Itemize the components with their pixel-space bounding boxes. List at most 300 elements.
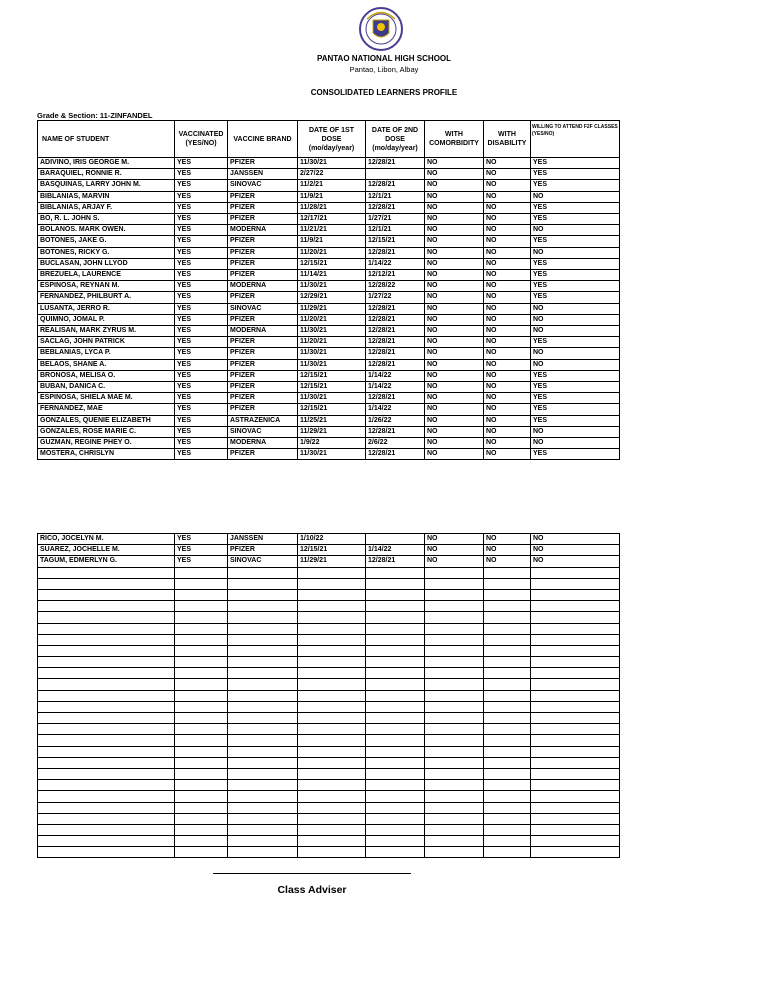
cell-name: QUIMNO, JOMAL P.	[38, 314, 175, 325]
cell-brand: PFIZER	[228, 337, 298, 348]
table-row	[38, 724, 620, 735]
cell-disability: NO	[484, 370, 531, 381]
cell-brand: PFIZER	[228, 236, 298, 247]
cell-brand	[228, 623, 298, 634]
cell-dose2	[366, 713, 425, 724]
cell-dose1: 11/30/21	[298, 449, 366, 460]
table-row	[38, 191, 620, 202]
cell-name	[38, 657, 175, 668]
cell-brand: PFIZER	[228, 370, 298, 381]
table-row	[38, 634, 620, 645]
cell-dose2	[366, 589, 425, 600]
cell-brand	[228, 690, 298, 701]
table-row	[38, 415, 620, 426]
cell-dose1	[298, 589, 366, 600]
cell-f2f	[531, 634, 620, 645]
cell-disability	[484, 690, 531, 701]
table-row	[38, 780, 620, 791]
grade-section: Grade & Section: 11-ZINFANDEL	[37, 111, 153, 120]
cell-dose2: 12/28/21	[366, 337, 425, 348]
cell-dose2: 1/14/22	[366, 370, 425, 381]
cell-dose1	[298, 802, 366, 813]
learners-table-continued-body	[38, 534, 620, 858]
cell-disability: NO	[484, 281, 531, 292]
cell-disability: NO	[484, 214, 531, 225]
col-header-dose1: DATE OF 1ST DOSE (mo/day/year)	[298, 121, 366, 158]
cell-dose2: 12/12/21	[366, 270, 425, 281]
cell-comorbidity: NO	[425, 370, 484, 381]
signature-line	[213, 873, 411, 874]
cell-f2f	[531, 791, 620, 802]
cell-brand	[228, 657, 298, 668]
cell-dose2	[366, 657, 425, 668]
cell-vaccinated	[175, 802, 228, 813]
cell-vaccinated	[175, 813, 228, 824]
cell-vaccinated	[175, 645, 228, 656]
cell-disability	[484, 768, 531, 779]
cell-dose1: 11/25/21	[298, 415, 366, 426]
table-row	[38, 735, 620, 746]
cell-vaccinated	[175, 836, 228, 847]
cell-comorbidity: NO	[425, 545, 484, 556]
cell-brand	[228, 589, 298, 600]
table-row	[38, 270, 620, 281]
cell-dose1: 11/20/21	[298, 337, 366, 348]
cell-comorbidity	[425, 623, 484, 634]
cell-name	[38, 724, 175, 735]
cell-disability	[484, 713, 531, 724]
cell-f2f: NO	[531, 556, 620, 567]
cell-disability: NO	[484, 303, 531, 314]
cell-dose2: 12/28/21	[366, 556, 425, 567]
cell-brand: PFIZER	[228, 314, 298, 325]
cell-vaccinated: YES	[175, 370, 228, 381]
table-row	[38, 258, 620, 269]
cell-vaccinated	[175, 612, 228, 623]
cell-name: BEBLANIAS, LYCA P.	[38, 348, 175, 359]
cell-dose1: 1/9/22	[298, 438, 366, 449]
school-address: Pantao, Libon, Albay	[349, 65, 419, 74]
cell-dose1	[298, 746, 366, 757]
table-row	[38, 679, 620, 690]
cell-comorbidity: NO	[425, 281, 484, 292]
cell-name	[38, 757, 175, 768]
cell-brand	[228, 645, 298, 656]
table-row	[38, 824, 620, 835]
cell-name	[38, 701, 175, 712]
cell-dose2	[366, 169, 425, 180]
table-row	[38, 359, 620, 370]
cell-vaccinated: YES	[175, 214, 228, 225]
cell-brand: PFIZER	[228, 393, 298, 404]
cell-f2f	[531, 578, 620, 589]
cell-disability: NO	[484, 202, 531, 213]
cell-name	[38, 690, 175, 701]
cell-dose2	[366, 690, 425, 701]
cell-dose2	[366, 601, 425, 612]
cell-disability	[484, 567, 531, 578]
col-header-dose2: DATE OF 2ND DOSE (mo/day/year)	[366, 121, 425, 158]
cell-vaccinated: YES	[175, 225, 228, 236]
cell-name: MOSTERA, CHRISLYN	[38, 449, 175, 460]
cell-dose1: 12/15/21	[298, 258, 366, 269]
table-row	[38, 370, 620, 381]
cell-comorbidity: NO	[425, 438, 484, 449]
cell-dose1	[298, 780, 366, 791]
cell-disability	[484, 724, 531, 735]
cell-dose1: 1/10/22	[298, 534, 366, 545]
cell-vaccinated	[175, 668, 228, 679]
cell-dose2	[366, 824, 425, 835]
cell-disability: NO	[484, 225, 531, 236]
cell-name: RICO, JOCELYN M.	[38, 534, 175, 545]
cell-dose1: 11/29/21	[298, 556, 366, 567]
cell-dose1	[298, 601, 366, 612]
learners-table-body	[38, 158, 620, 460]
cell-disability: NO	[484, 326, 531, 337]
cell-vaccinated: YES	[175, 270, 228, 281]
cell-name: BIBLANIAS, ARJAY F.	[38, 202, 175, 213]
cell-name: BUCLASAN, JOHN LLYOD	[38, 258, 175, 269]
cell-comorbidity: NO	[425, 382, 484, 393]
cell-brand	[228, 824, 298, 835]
col-header-disability: WITH DISABILITY	[484, 121, 531, 158]
cell-comorbidity: NO	[425, 449, 484, 460]
cell-dose2	[366, 802, 425, 813]
cell-name: TAGUM, EDMERLYN G.	[38, 556, 175, 567]
cell-vaccinated: YES	[175, 258, 228, 269]
cell-f2f: YES	[531, 382, 620, 393]
cell-f2f: YES	[531, 292, 620, 303]
cell-disability: NO	[484, 545, 531, 556]
cell-vaccinated: YES	[175, 556, 228, 567]
cell-vaccinated	[175, 679, 228, 690]
cell-name: SUAREZ, JOCHELLE M.	[38, 545, 175, 556]
cell-vaccinated: YES	[175, 236, 228, 247]
cell-dose1	[298, 612, 366, 623]
col-header-brand: VACCINE BRAND	[228, 121, 298, 158]
table-row	[38, 303, 620, 314]
table-row	[38, 225, 620, 236]
cell-brand	[228, 679, 298, 690]
cell-disability	[484, 824, 531, 835]
cell-disability: NO	[484, 292, 531, 303]
cell-comorbidity: NO	[425, 292, 484, 303]
table-row	[38, 348, 620, 359]
cell-f2f: YES	[531, 370, 620, 381]
table-row	[38, 214, 620, 225]
cell-disability: NO	[484, 359, 531, 370]
cell-dose1	[298, 679, 366, 690]
cell-f2f	[531, 612, 620, 623]
cell-name: BO, R. L. JOHN S.	[38, 214, 175, 225]
cell-dose2	[366, 634, 425, 645]
cell-dose2	[366, 645, 425, 656]
cell-brand	[228, 791, 298, 802]
cell-dose1	[298, 824, 366, 835]
cell-f2f: YES	[531, 415, 620, 426]
cell-comorbidity	[425, 735, 484, 746]
cell-f2f: NO	[531, 247, 620, 258]
cell-disability: NO	[484, 415, 531, 426]
cell-vaccinated	[175, 567, 228, 578]
cell-brand: PFIZER	[228, 214, 298, 225]
cell-f2f: YES	[531, 158, 620, 169]
cell-name	[38, 634, 175, 645]
cell-name: BIBLANIAS, MARVIN	[38, 191, 175, 202]
cell-comorbidity	[425, 612, 484, 623]
cell-dose1: 12/15/21	[298, 370, 366, 381]
cell-f2f: YES	[531, 169, 620, 180]
cell-dose1	[298, 735, 366, 746]
cell-comorbidity	[425, 824, 484, 835]
cell-vaccinated	[175, 824, 228, 835]
learners-table	[37, 120, 620, 460]
cell-dose1: 11/30/21	[298, 326, 366, 337]
cell-dose1	[298, 567, 366, 578]
cell-name	[38, 567, 175, 578]
cell-comorbidity: NO	[425, 158, 484, 169]
cell-f2f: NO	[531, 534, 620, 545]
table-row	[38, 337, 620, 348]
col-header-f2f: WILLING TO ATTEND F2F CLASSES (YES/NO)	[531, 121, 620, 158]
cell-dose2: 12/28/21	[366, 393, 425, 404]
school-name: PANTAO NATIONAL HIGH SCHOOL	[316, 54, 452, 63]
cell-f2f: NO	[531, 303, 620, 314]
cell-disability: NO	[484, 314, 531, 325]
cell-vaccinated: YES	[175, 449, 228, 460]
cell-comorbidity	[425, 668, 484, 679]
cell-disability	[484, 780, 531, 791]
cell-vaccinated	[175, 623, 228, 634]
cell-name: BOLANOS. MARK OWEN.	[38, 225, 175, 236]
cell-dose2: 12/28/21	[366, 426, 425, 437]
cell-disability	[484, 657, 531, 668]
cell-dose2: 12/28/21	[366, 314, 425, 325]
cell-name: BARAQUIEL, RONNIE R.	[38, 169, 175, 180]
cell-disability: NO	[484, 534, 531, 545]
cell-vaccinated: YES	[175, 348, 228, 359]
cell-comorbidity	[425, 791, 484, 802]
table-row	[38, 802, 620, 813]
cell-brand	[228, 567, 298, 578]
cell-f2f: YES	[531, 236, 620, 247]
cell-f2f	[531, 824, 620, 835]
cell-brand: ASTRAZENICA	[228, 415, 298, 426]
table-row	[38, 836, 620, 847]
table-row	[38, 791, 620, 802]
cell-name: BREZUELA, LAURENCE	[38, 270, 175, 281]
cell-comorbidity: NO	[425, 191, 484, 202]
cell-f2f	[531, 701, 620, 712]
cell-brand: PFIZER	[228, 247, 298, 258]
cell-vaccinated: YES	[175, 337, 228, 348]
cell-dose2: 12/28/21	[366, 202, 425, 213]
cell-f2f: NO	[531, 438, 620, 449]
cell-brand: MODERNA	[228, 438, 298, 449]
cell-f2f: YES	[531, 202, 620, 213]
cell-disability	[484, 578, 531, 589]
cell-dose1: 11/30/21	[298, 348, 366, 359]
cell-dose2	[366, 735, 425, 746]
cell-comorbidity: NO	[425, 202, 484, 213]
table-row	[38, 449, 620, 460]
table-row	[38, 690, 620, 701]
cell-brand	[228, 668, 298, 679]
cell-name	[38, 836, 175, 847]
cell-f2f	[531, 668, 620, 679]
cell-disability	[484, 701, 531, 712]
cell-dose2	[366, 612, 425, 623]
cell-f2f	[531, 780, 620, 791]
cell-comorbidity	[425, 724, 484, 735]
cell-f2f	[531, 746, 620, 757]
cell-comorbidity	[425, 645, 484, 656]
cell-dose2	[366, 746, 425, 757]
cell-f2f	[531, 601, 620, 612]
cell-disability	[484, 757, 531, 768]
cell-dose2: 1/14/22	[366, 545, 425, 556]
cell-disability	[484, 612, 531, 623]
cell-f2f	[531, 713, 620, 724]
cell-vaccinated: YES	[175, 180, 228, 191]
cell-dose2	[366, 534, 425, 545]
cell-name: BOTONES, JAKE G.	[38, 236, 175, 247]
cell-dose1: 12/15/21	[298, 382, 366, 393]
cell-disability: NO	[484, 180, 531, 191]
table-row	[38, 236, 620, 247]
cell-comorbidity: NO	[425, 270, 484, 281]
cell-brand: PFIZER	[228, 258, 298, 269]
cell-comorbidity: NO	[425, 556, 484, 567]
cell-dose2	[366, 701, 425, 712]
cell-f2f	[531, 836, 620, 847]
cell-brand: PFIZER	[228, 449, 298, 460]
cell-disability: NO	[484, 270, 531, 281]
cell-name: GONZALES, QUENIE ELIZABETH	[38, 415, 175, 426]
table-row	[38, 438, 620, 449]
cell-dose2	[366, 780, 425, 791]
cell-brand	[228, 836, 298, 847]
cell-dose2	[366, 623, 425, 634]
cell-name: BUBAN, DANICA C.	[38, 382, 175, 393]
cell-brand	[228, 634, 298, 645]
table-row	[38, 847, 620, 858]
cell-vaccinated	[175, 690, 228, 701]
cell-brand	[228, 701, 298, 712]
table-row	[38, 657, 620, 668]
cell-disability: NO	[484, 169, 531, 180]
cell-comorbidity	[425, 657, 484, 668]
cell-comorbidity	[425, 780, 484, 791]
cell-f2f: NO	[531, 545, 620, 556]
cell-f2f	[531, 679, 620, 690]
cell-dose2: 12/15/21	[366, 236, 425, 247]
cell-brand: JANSSEN	[228, 169, 298, 180]
cell-comorbidity	[425, 768, 484, 779]
cell-brand: SINOVAC	[228, 556, 298, 567]
cell-name: LUSANTA, JERRO R.	[38, 303, 175, 314]
cell-f2f: NO	[531, 225, 620, 236]
cell-comorbidity	[425, 690, 484, 701]
table-row	[38, 757, 620, 768]
cell-dose1	[298, 623, 366, 634]
cell-name: BELAOS, SHANE A.	[38, 359, 175, 370]
cell-brand: PFIZER	[228, 382, 298, 393]
cell-f2f: YES	[531, 270, 620, 281]
cell-name	[38, 679, 175, 690]
cell-dose2: 12/28/21	[366, 247, 425, 258]
cell-name	[38, 824, 175, 835]
table-row	[38, 601, 620, 612]
cell-disability: NO	[484, 556, 531, 567]
cell-disability	[484, 735, 531, 746]
cell-comorbidity	[425, 679, 484, 690]
cell-disability: NO	[484, 426, 531, 437]
cell-brand: MODERNA	[228, 281, 298, 292]
cell-dose1: 11/29/21	[298, 303, 366, 314]
table-row	[38, 326, 620, 337]
cell-dose1: 11/14/21	[298, 270, 366, 281]
cell-vaccinated: YES	[175, 281, 228, 292]
table-row	[38, 768, 620, 779]
cell-dose2	[366, 757, 425, 768]
cell-name: BOTONES, RICKY G.	[38, 247, 175, 258]
table-row	[38, 813, 620, 824]
cell-brand	[228, 578, 298, 589]
class-adviser-label: Class Adviser	[277, 884, 347, 896]
cell-dose2: 1/27/21	[366, 214, 425, 225]
cell-dose2	[366, 847, 425, 858]
cell-comorbidity	[425, 847, 484, 858]
table-row	[38, 556, 620, 567]
table-row	[38, 578, 620, 589]
cell-dose2: 1/26/22	[366, 415, 425, 426]
cell-f2f	[531, 847, 620, 858]
cell-dose1	[298, 836, 366, 847]
cell-dose1	[298, 668, 366, 679]
cell-dose2: 12/1/21	[366, 191, 425, 202]
cell-dose2: 12/28/21	[366, 326, 425, 337]
cell-f2f: YES	[531, 449, 620, 460]
cell-f2f: NO	[531, 359, 620, 370]
cell-vaccinated	[175, 746, 228, 757]
cell-brand	[228, 724, 298, 735]
cell-brand: PFIZER	[228, 158, 298, 169]
cell-vaccinated: YES	[175, 545, 228, 556]
cell-name: REALISAN, MARK ZYRUS M.	[38, 326, 175, 337]
table-row	[38, 701, 620, 712]
cell-comorbidity: NO	[425, 404, 484, 415]
cell-comorbidity: NO	[425, 247, 484, 258]
cell-f2f: YES	[531, 258, 620, 269]
cell-f2f	[531, 802, 620, 813]
cell-name	[38, 589, 175, 600]
cell-name: FERNANDEZ, MAE	[38, 404, 175, 415]
cell-f2f	[531, 813, 620, 824]
cell-brand	[228, 768, 298, 779]
cell-dose2: 12/28/21	[366, 303, 425, 314]
cell-disability: NO	[484, 348, 531, 359]
cell-comorbidity	[425, 813, 484, 824]
cell-name	[38, 645, 175, 656]
cell-vaccinated: YES	[175, 404, 228, 415]
cell-disability: NO	[484, 258, 531, 269]
cell-comorbidity: NO	[425, 359, 484, 370]
cell-disability: NO	[484, 247, 531, 258]
cell-comorbidity: NO	[425, 258, 484, 269]
cell-comorbidity: NO	[425, 393, 484, 404]
